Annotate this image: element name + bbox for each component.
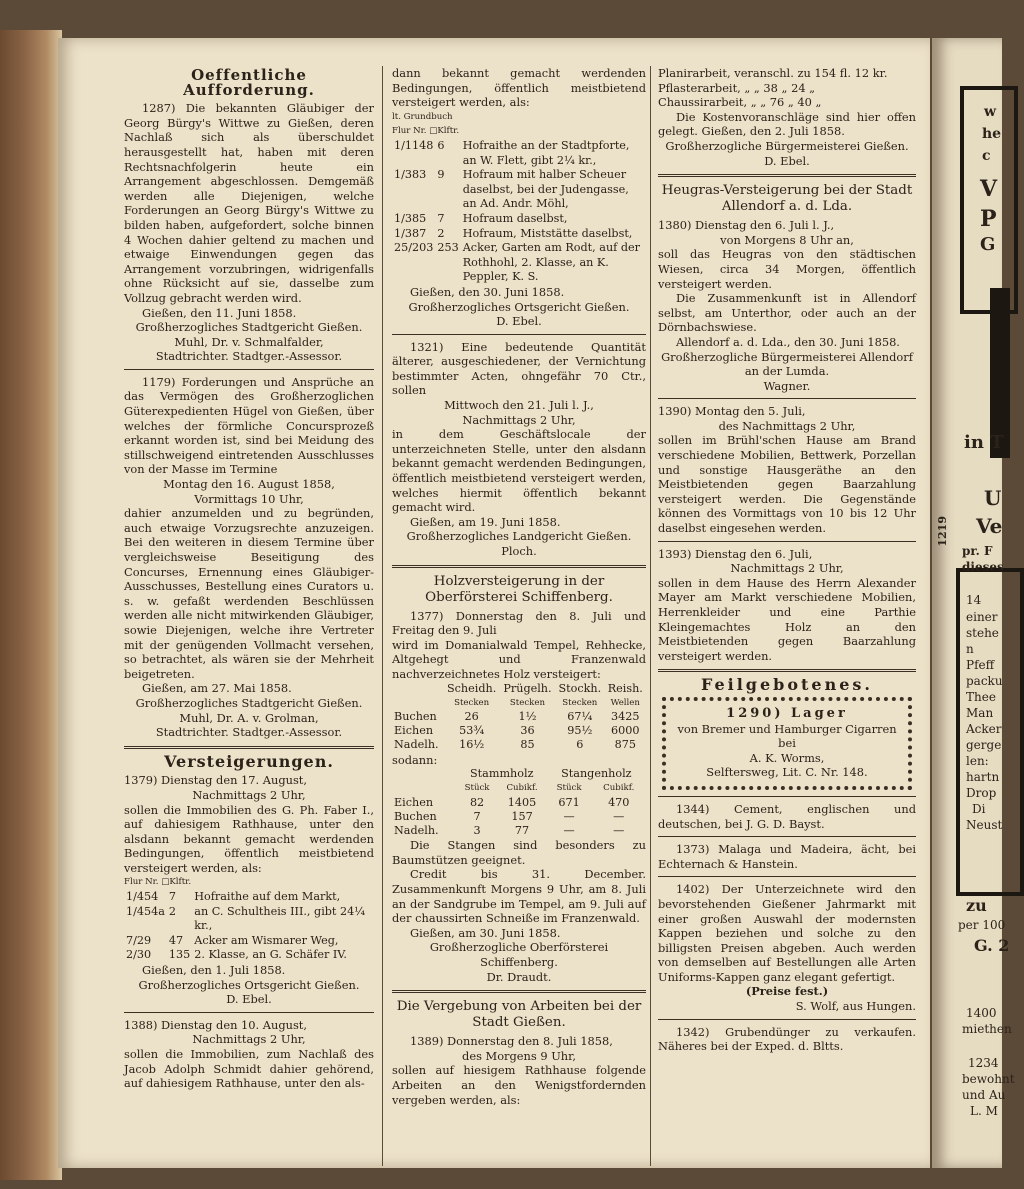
book-spine (0, 30, 62, 1180)
fragment-text: len: (966, 754, 989, 768)
signatory: Wagner. (763, 378, 811, 393)
timber-table (392, 767, 646, 838)
notice-1344: 1344) Cement, englischen und deutschen, bei J. G. D. Bayst. (658, 801, 916, 831)
notice-date: Gießen, am 30. Juni 1858. (410, 925, 561, 940)
notice-1393-date: 1393) Dienstag den 6. Juli, (658, 546, 813, 561)
table-cell: — (563, 809, 575, 823)
notice-1179-body: dahier anzumelden und zu begründen, auch etwaige Vorzugsrechte anzuzeigen. Bei den weiteren in diesem Termine über vergleichsweise Beseitigung des Concurses, Ernennung eines Gläubiger-Ausschusses, Bestellung eines Curators u. s. w. gefaßt werdenden Beschlüssen werden alle nicht mitwirkenden Gläubiger, sowie Diejenigen, welche ihre Vertreter mit der genügenden Vollmacht versehen, so betrachtet, als wären sie der Mehrheit beigetreten. (124, 506, 374, 681)
notice-1393-body: sollen in dem Hause des Herrn Alexander Mayer am Markt verschiedene Mobilien, Herrenkleider und eine Parthie Kleingemachtes Holz an den Meistbietenden gegen Baarzahlung versteigert werden. (658, 575, 916, 663)
court-name: Großherzogliches Ortsgericht Gießen. (138, 977, 360, 992)
table-row (392, 810, 646, 824)
fragment-text: miethen (962, 1022, 1012, 1036)
notice-1179: 1179) Forderungen und Ansprüche an das Vermögen des Großherzoglichen Güterexpedienten Hügel von Gießen, über welches der förmliche Concursprozeß erkannt worden ist, sind bei Meidung des stillschweigend eintretenden Ausschlusses von der Masse im Termine (124, 374, 374, 477)
table-cell: Eichen (394, 724, 434, 738)
fragment-text: bewohnt (962, 1072, 1015, 1086)
divider (658, 836, 916, 837)
table-cell: 3 (473, 823, 481, 837)
lot-desc: Hofraithe an der Stadtpforte, an W. Flett, gibt 2¼ kr., (462, 138, 630, 167)
fragment-text: zu (966, 896, 987, 915)
table-unit: Wellen (610, 697, 640, 708)
signatory-titles: Stadtrichter. Stadtger.-Assessor. (155, 725, 343, 740)
notice-1321-body: in dem Geschäftslocale der unterzeichneten Stelle, unter den alsdann bekannt gemacht werdenden Bedingungen, öffentlich meistbietend versteigert werden, welches hiermit öffentlich bekannt gemacht wird. (392, 427, 646, 515)
fragment-text: c (982, 148, 991, 164)
notice-1377-note: Die Stangen sind besonders zu Baumstützen geeignet. (392, 838, 646, 867)
table-row (392, 796, 646, 810)
notice-1377-date: 1377) Donnerstag den 8. Juli und Freitag den 9. Juli (392, 608, 646, 638)
work-item: Planirarbeit, veranschl. zu 154 fl. 12 kr. (658, 66, 888, 80)
table-cell: 7 (473, 809, 481, 823)
divider (658, 796, 916, 797)
table-unit: Cubikf. (506, 783, 538, 794)
section-heading-auctions: Versteigerungen. (164, 751, 334, 771)
court-name: Großherzogliche Bürgermeisterei Allendorf an der Lumda. (661, 349, 913, 379)
lot-area: 2 (437, 226, 445, 240)
table-cell: Nadelh. (394, 738, 439, 752)
column-rule (382, 66, 383, 1166)
table-header: Prügelh. (503, 681, 552, 695)
table-unit (392, 781, 457, 795)
notice-1379-date: 1379) Dienstag den 17. August, (124, 773, 307, 788)
table-unit-row (392, 696, 646, 710)
table-cell: 36 (520, 724, 535, 738)
fragment-text: Thee (966, 690, 996, 704)
table-row (392, 724, 646, 738)
table-header: Stockh. (558, 681, 602, 695)
fragment-text: Man (966, 706, 994, 720)
lot-flur: 1/385 (394, 211, 427, 225)
notice-1393-time: Nachmittags 2 Uhr, (730, 561, 844, 576)
section-heading-offers: Feilgebotenes. (700, 675, 873, 695)
table-row (392, 227, 646, 242)
table-cell: Buchen (394, 709, 437, 723)
section-heading-hay: Heugras-Versteigerung bei der Stadt Allendorf a. d. Lda. (661, 183, 913, 215)
wood-table (392, 682, 646, 753)
table-cell: 26 (464, 709, 479, 723)
notice-date: Gießen, am 19. Juni 1858. (410, 514, 561, 529)
lot-flur: 1/383 (394, 168, 427, 182)
table-header: Stammholz (470, 767, 534, 781)
signatory: D. Ebel. (496, 314, 542, 329)
table-cell: Eichen (394, 795, 434, 809)
table-cell: 6000 (611, 724, 640, 738)
margin-number: 1219 (936, 516, 949, 547)
lot-desc: 2. Klasse, an G. Schäfer IV. (194, 948, 347, 962)
lot-area: 135 (168, 948, 191, 962)
price-note: (Preise fest.) (745, 984, 829, 999)
lot-area: 6 (437, 138, 445, 152)
lot-desc: Hofraum daselbst, (462, 211, 568, 225)
notice-1390-body: sollen im Brühl'schen Hause am Brand verschiedene Mobilien, Bettwerk, Porzellan und sonstige Hausgeräthe an den Meistbietenden gegen Baarzahlung versteigert werden. Die Gegenstände können des Vormittags von 10 bis 12 Uhr daselbst eingesehen werden. (658, 433, 916, 536)
lot-area: 2 (168, 904, 177, 918)
fragment-text: pr. F (962, 544, 993, 558)
fragment-text: und Au (962, 1088, 1006, 1102)
table-header (392, 767, 457, 781)
notice-date: Allendorf a. d. Lda., den 30. Juni 1858. (676, 334, 900, 349)
table-cell: 1½ (518, 709, 537, 723)
notice-1389-body: sollen auf hiesigem Rathhause folgende Arbeiten an den Wenigstfordernden vergeben werden, als: (392, 1063, 646, 1107)
notice-1388-time: Nachmittags 2 Uhr, (192, 1032, 306, 1047)
lot-flur: 1/1148 (394, 138, 434, 152)
fragment-text: n (966, 642, 974, 656)
signatory: D. Ebel. (764, 153, 810, 168)
table-cell: — (563, 823, 575, 837)
table-unit: Stück (464, 783, 490, 794)
fragment-text: einer (966, 610, 998, 624)
notice-1380-date: 1380) Dienstag den 6. Juli l. J., (658, 218, 835, 233)
signatory: S. Wolf, aus Hungen. (795, 999, 916, 1014)
fragment-text: gerge (966, 738, 1002, 752)
divider (124, 1012, 374, 1013)
table-cell: 53¾ (459, 724, 485, 738)
table-row (124, 948, 374, 963)
fragment-text: G. 2 (974, 936, 1010, 955)
notice-1380-body: soll das Heugras von den städtischen Wiesen, circa 34 Morgen, öffentlich versteigert werden. (658, 247, 916, 291)
section-heading-works: Die Vergebung von Arbeiten bei der Stadt Gießen. (396, 999, 642, 1031)
table-unit: Stecken (454, 697, 490, 708)
divider (658, 1019, 916, 1020)
notice-1287: 1287) Die bekannten Gläubiger der Georg Bürgy's Wittwe zu Gießen, deren Nachlaß sich als überschuldet herausgestellt hat, haben mit deren Rechtsnachfolgerin heute ein Arrangement abgeschlossen. Demgemäß werden alle Diejenigen, welche Forderungen an Georg Bürgy's Wittwe zu bilden haben, aufgefordert, solche binnen 4 Wochen dahier geltend zu machen und etwaige Einwendungen gegen das Arrangement vorzubringen, widrigenfalls ohne Rücksicht auf sie, dasselbe zum Vollzug gebracht werden wird. (124, 101, 374, 305)
notice-1389-time: des Morgens 9 Uhr, (462, 1048, 576, 1063)
fragment-text: Drop (966, 786, 997, 800)
table-unit: Stecken (562, 697, 598, 708)
fragment-text: Di (972, 802, 986, 816)
divider (392, 334, 646, 335)
lot-desc: Acker, Garten am Rodt, auf der Rothhohl, 2. Klasse, an K. Peppler, K. S. (462, 241, 640, 284)
table-header (392, 682, 443, 696)
court-name: Großherzogliche Oberförsterei Schiffenberg. (429, 940, 609, 969)
fragment-text: Pfeff (966, 658, 995, 672)
cigar-ad-title: 1290) Lager (726, 705, 848, 721)
table-row (392, 241, 646, 285)
lot-desc: Hofraum, Miststätte daselbst, (462, 226, 633, 240)
table-unit-row (392, 781, 646, 795)
lot-desc: Hofraum mit halber Scheuer daselbst, bei der Judengasse, an Ad. Andr. Möhl, (462, 168, 629, 211)
lot-desc: Hofraithe auf dem Markt, (194, 890, 341, 904)
lot-flur: 7/29 (126, 933, 152, 947)
fragment-text: dieses (962, 560, 1004, 574)
fragment-text: Ve (976, 514, 1003, 538)
court-name: Großherzogliches Stadtgericht Gießen. (135, 695, 363, 710)
works-note: Die Kostenvoranschläge sind hier offen gelegt. Gießen, den 2. Juli 1858. (658, 109, 916, 139)
double-divider (658, 174, 916, 177)
cigar-ad-merchant: A. K. Worms, (749, 750, 825, 765)
notice-heading: Oeffentliche Aufforderung. (183, 66, 315, 99)
work-item: Chaussirarbeit, „ „ 76 „ 40 „ (658, 95, 822, 110)
notice-date: Gießen, den 1. Juli 1858. (142, 963, 286, 978)
court-name: Großherzogliches Stadtgericht Gießen. (135, 320, 363, 335)
notice-1379-body: sollen die Immobilien des G. Ph. Faber I., auf dahiesigem Rathhause, unter den alsdann bekannt gemacht werdenden Bedingungen, öffentlich meistbietend versteigert werden, als: (124, 802, 374, 875)
notice-date: Gießen, den 11. Juni 1858. (142, 305, 297, 320)
notice-1377-body: wird im Domanialwald Tempel, Rehhecke, Altgehegt und Franzenwald nachverzeichnetes Holz versteigert: (392, 637, 646, 681)
notice-1377-credit: Credit bis 31. December. Zusammenkunft Morgens 9 Uhr, am 8. Juli an der Sandgrube im Tempel, am 9. Juli auf der chaussirten Schneiße im Franzenwald. (392, 867, 646, 926)
signatory: Ploch. (501, 544, 537, 558)
fragment-text: packu (966, 674, 1003, 688)
notice-1402: 1402) Der Unterzeichnete wird den bevorstehenden Gießener Jahrmarkt mit einer großen Auswahl der modernsten Kappen beziehen und solche zu den billigsten Preisen abgeben. Auch werden von demselben auf Bestellungen alle Arten Uniforms-Kappen ganz elegant gefertigt. (658, 882, 916, 984)
fragment-text: 1234 (968, 1056, 999, 1070)
column-1 (124, 66, 374, 1091)
cigar-ad-address: Selftersweg, Lit. C. Nr. 148. (706, 765, 868, 780)
fragment-text: per 100 (958, 918, 1006, 932)
notice-1388-date: 1388) Dienstag den 10. August, (124, 1017, 307, 1032)
fragment-text: L. M (970, 1104, 998, 1118)
notice-1390-date: 1390) Montag den 5. Juli, (658, 404, 806, 419)
table-unit (392, 696, 443, 710)
table-header: Scheidh. (447, 681, 497, 695)
lot-area: 47 (168, 933, 184, 947)
table-cell: — (613, 823, 625, 837)
notice-1380-time: von Morgens 8 Uhr an, (720, 232, 854, 247)
table-unit: Stück (556, 783, 582, 794)
notice-1390-time: des Nachmittags 2 Uhr, (718, 418, 856, 433)
double-divider (392, 565, 646, 568)
table-row (392, 738, 646, 752)
fragment-text: U (984, 486, 1002, 510)
divider (658, 541, 916, 542)
notice-1389-date: 1389) Donnerstag den 8. Juli 1858, (410, 1034, 613, 1049)
double-divider (658, 669, 916, 672)
table-row (392, 139, 646, 168)
table-cell: 82 (469, 795, 485, 809)
notice-1379-time: Nachmittags 2 Uhr, (192, 787, 306, 802)
lot-flur: 1/454a (126, 904, 165, 918)
court-name: Großherzogliches Ortsgericht Gießen. (408, 299, 630, 314)
table-cell: Nadelh. (394, 823, 439, 837)
fragment-text: Neust (966, 818, 1003, 832)
newspaper-page (58, 38, 930, 1168)
divider (658, 398, 916, 399)
lot-flur: 2/30 (126, 948, 152, 962)
lot-flur: 25/203 (394, 241, 434, 255)
fragment-text: G (980, 234, 996, 255)
cigar-ad-box (662, 697, 912, 790)
table-unit: Cubikf. (603, 783, 635, 794)
table-cell: 85 (520, 738, 535, 752)
signatories: Muhl, Dr. A. v. Grolman, (179, 710, 319, 725)
column-2 (392, 66, 646, 1107)
fragment-text: stehe (966, 626, 999, 640)
notice-date: Gießen, am 27. Mai 1858. (142, 681, 292, 696)
adjacent-page (932, 38, 1015, 1168)
notice-1321: 1321) Eine bedeutende Quantität älterer, ausgeschiedener, der Vernichtung bestimmter Acten, ohngefähr 70 Ctr., sollen (392, 339, 646, 398)
table-row (124, 905, 374, 934)
term-date: Mittwoch den 21. Juli l. J., (444, 398, 594, 413)
table-cell: 875 (614, 738, 636, 752)
cigar-ad-text: von Bremer und Hamburger Cigarren bei (677, 721, 897, 751)
divider (658, 876, 916, 877)
lot-flur: 1/454 (126, 890, 159, 904)
double-divider (124, 746, 374, 749)
notice-1342: 1342) Grubendünger zu verkaufen. Näheres bei der Exped. d. Bltts. (658, 1024, 916, 1054)
fragment-text: w (984, 104, 997, 120)
table-row (392, 212, 646, 227)
table-header: Reish. (607, 681, 643, 695)
notice-date: Gießen, den 30. Juni 1858. (410, 284, 565, 299)
court-name: Großherzogliche Bürgermeisterei Gießen. (665, 138, 909, 153)
table-cell: 671 (558, 795, 580, 809)
table-cell: 6 (576, 738, 584, 752)
lot-area: 7 (168, 890, 177, 904)
signatory-titles: Stadtrichter. Stadtger.-Assessor. (155, 349, 343, 364)
table-header-row (392, 767, 646, 781)
table-cell: 95½ (567, 724, 593, 738)
table-cell: 77 (514, 823, 530, 837)
lot-table-header: Flur Nr. □Klftr. (124, 877, 192, 888)
fragment-text: V (980, 176, 998, 202)
table-cell: 157 (511, 809, 533, 823)
table-unit: Stecken (509, 697, 545, 708)
signatories: Muhl, Dr. v. Schmalfalder, (174, 334, 324, 349)
fragment-text: he (982, 126, 1002, 142)
fragment-text: 14 (966, 593, 982, 607)
divider (124, 369, 374, 370)
signatory: D. Ebel. (226, 992, 272, 1007)
table-row (392, 168, 646, 212)
court-name: Großherzogliches Landgericht Gießen. (406, 529, 632, 544)
table-header: Stangenholz (561, 767, 632, 781)
fragment-text: Acker (966, 722, 1002, 736)
lot-table-header: Flur Nr. □Klftr. (392, 126, 460, 137)
lot-area: 7 (437, 211, 445, 225)
table-cell: 67¼ (567, 709, 593, 723)
column-3 (658, 66, 916, 1054)
lot-table-header: lt. Grundbuch (392, 111, 453, 122)
lot-table (392, 139, 646, 285)
notice-1388-body: sollen die Immobilien, zum Nachlaß des Jacob Adolph Schmidt dahier gehörend, auf dahiesigem Rathhause, unter den als- (124, 1047, 374, 1091)
fragment-text: P (980, 206, 997, 232)
table-cell: 3425 (611, 709, 640, 723)
table-row (392, 710, 646, 724)
table-cell: Buchen (394, 809, 437, 823)
table-cell: — (613, 809, 625, 823)
table-row (124, 934, 374, 949)
section-heading-wood: Holzversteigerung in der Oberförsterei Schiffenberg. (425, 573, 613, 605)
table-cell: 470 (608, 795, 630, 809)
fragment-text: 1400 (966, 1006, 997, 1020)
notice-1373: 1373) Malaga und Madeira, ächt, bei Echternach & Hanstein. (658, 842, 916, 871)
lot-table (124, 890, 374, 963)
table-row (392, 824, 646, 838)
lot-area: 9 (437, 168, 445, 182)
fragment-text: hartn (966, 770, 1000, 784)
table-cell: 1405 (507, 795, 537, 809)
lot-area: 253 (437, 241, 459, 255)
signatory: Dr. Draudt. (486, 969, 552, 984)
term-time: Nachmittags 2 Uhr, (462, 412, 576, 427)
lot-desc: Acker am Wismarer Weg, (194, 933, 339, 947)
fragment-text: in T (964, 432, 1004, 453)
lot-flur: 1/387 (394, 226, 427, 240)
table-row (124, 890, 374, 905)
column-rule (650, 66, 651, 1166)
term-date: Montag den 16. August 1858, (163, 477, 335, 492)
term-time: Vormittags 10 Uhr, (194, 491, 304, 506)
sodann-label: sodann: (392, 752, 438, 767)
table-cell: 16½ (459, 738, 485, 752)
double-divider (392, 990, 646, 993)
notice-1380-meeting: Die Zusammenkunft ist in Allendorf selbst, am Unterthor, oder auch an der Dörnbachswiese. (658, 291, 916, 335)
table-header-row (392, 682, 646, 696)
notice-continuation: dann bekannt gemacht werdenden Bedingungen, öffentlich meistbietend versteigert werden, als: (392, 66, 646, 110)
lot-desc: an C. Schultheis III., gibt 24¼ kr., (194, 904, 366, 933)
work-item: Pflasterarbeit, „ „ 38 „ 24 „ (658, 80, 816, 95)
